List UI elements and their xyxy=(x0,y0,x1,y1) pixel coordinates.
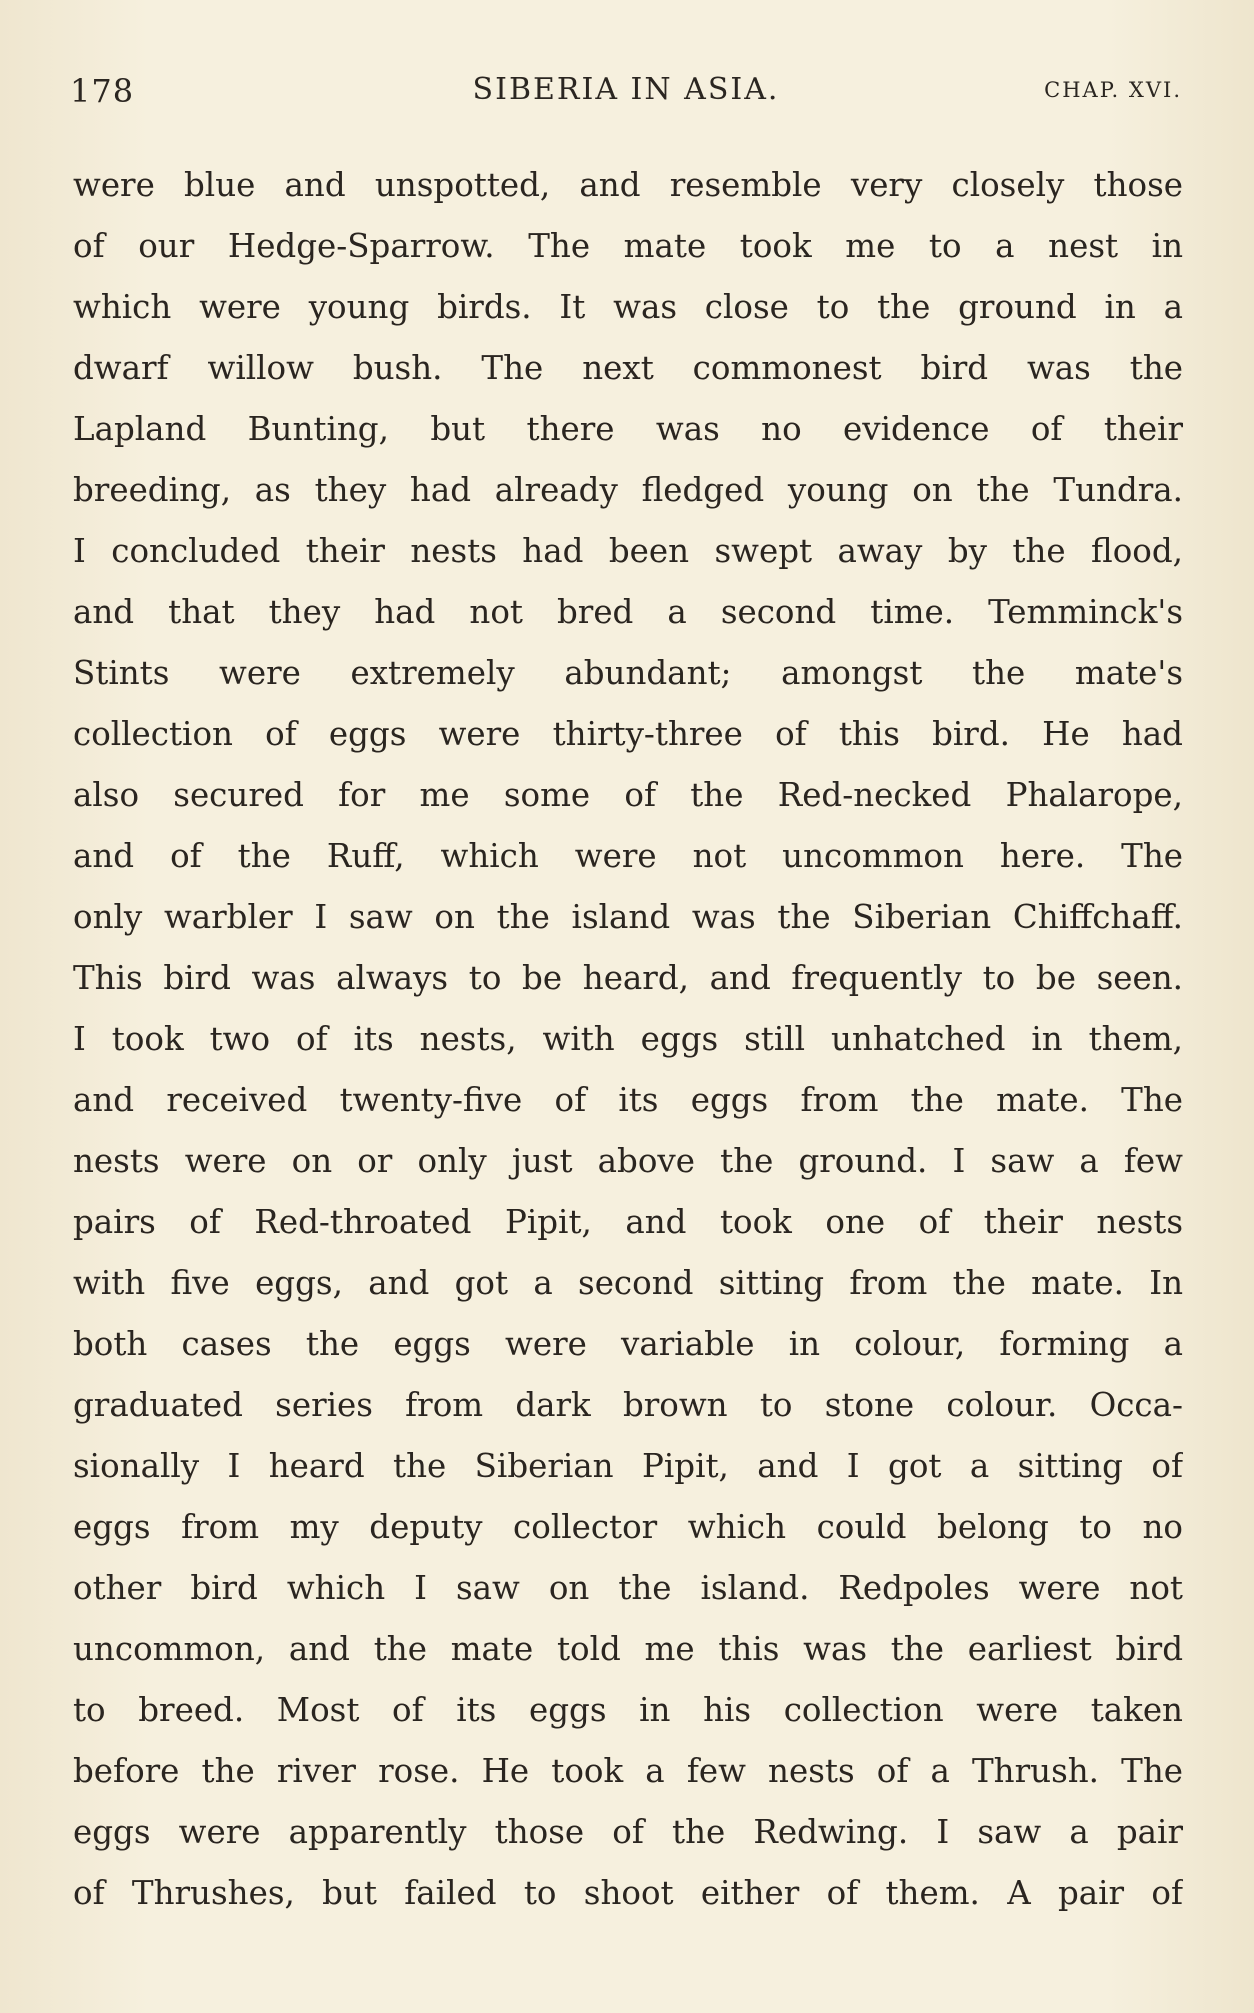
text-line: only warbler I saw on the island was the Siberian Chiffchaff. xyxy=(73,898,1183,936)
page-number: 178 xyxy=(70,72,135,110)
text-line: of Thrushes, but failed to shoot either of them. A pair of xyxy=(73,1874,1183,1912)
body-text xyxy=(73,155,1183,1924)
text-line: I concluded their nests had been swept away by the flood, xyxy=(73,532,1183,570)
text-line: with five eggs, and got a second sitting from the mate. In xyxy=(73,1264,1183,1302)
running-header xyxy=(70,72,1182,116)
text-line: collection of eggs were thirty-three of this bird. He had xyxy=(73,715,1183,753)
running-title: SIBERIA IN ASIA. xyxy=(472,72,780,107)
text-line: uncommon, and the mate told me this was the earliest bird xyxy=(73,1630,1183,1668)
text-line: to breed. Most of its eggs in his collection were taken xyxy=(73,1691,1183,1729)
text-line: This bird was always to be heard, and frequently to be seen. xyxy=(73,959,1183,997)
text-line: both cases the eggs were variable in colour, forming a xyxy=(73,1325,1183,1363)
text-line: and of the Ruff, which were not uncommon here. The xyxy=(73,837,1183,875)
text-line: Stints were extremely abundant; amongst the mate's xyxy=(73,654,1183,692)
text-line: dwarf willow bush. The next commonest bird was the xyxy=(73,349,1183,387)
text-line: before the river rose. He took a few nests of a Thrush. The xyxy=(73,1752,1183,1790)
text-line: eggs from my deputy collector which could belong to no xyxy=(73,1508,1183,1546)
text-line: other bird which I saw on the island. Redpoles were not xyxy=(73,1569,1183,1607)
text-line: nests were on or only just above the ground. I saw a few xyxy=(73,1142,1183,1180)
text-line: graduated series from dark brown to stone colour. Occa- xyxy=(73,1386,1183,1424)
text-line: and received twenty-five of its eggs from the mate. The xyxy=(73,1081,1183,1119)
chapter-reference: CHAP. XVI. xyxy=(1044,78,1182,102)
text-line: were blue and unspotted, and resemble very closely those xyxy=(73,166,1183,204)
text-line: sionally I heard the Siberian Pipit, and I got a sitting of xyxy=(73,1447,1183,1485)
text-line: which were young birds. It was close to the ground in a xyxy=(73,288,1183,326)
text-line: breeding, as they had already fledged young on the Tundra. xyxy=(73,471,1183,509)
text-line: also secured for me some of the Red-necked Phalarope, xyxy=(73,776,1183,814)
text-line: Lapland Bunting, but there was no evidence of their xyxy=(73,410,1183,448)
text-line: eggs were apparently those of the Redwing. I saw a pair xyxy=(73,1813,1183,1851)
text-line: pairs of Red-throated Pipit, and took one of their nests xyxy=(73,1203,1183,1241)
text-line: and that they had not bred a second time. Temminck's xyxy=(73,593,1183,631)
text-line: of our Hedge-Sparrow. The mate took me to a nest in xyxy=(73,227,1183,265)
text-line: I took two of its nests, with eggs still unhatched in them, xyxy=(73,1020,1183,1058)
